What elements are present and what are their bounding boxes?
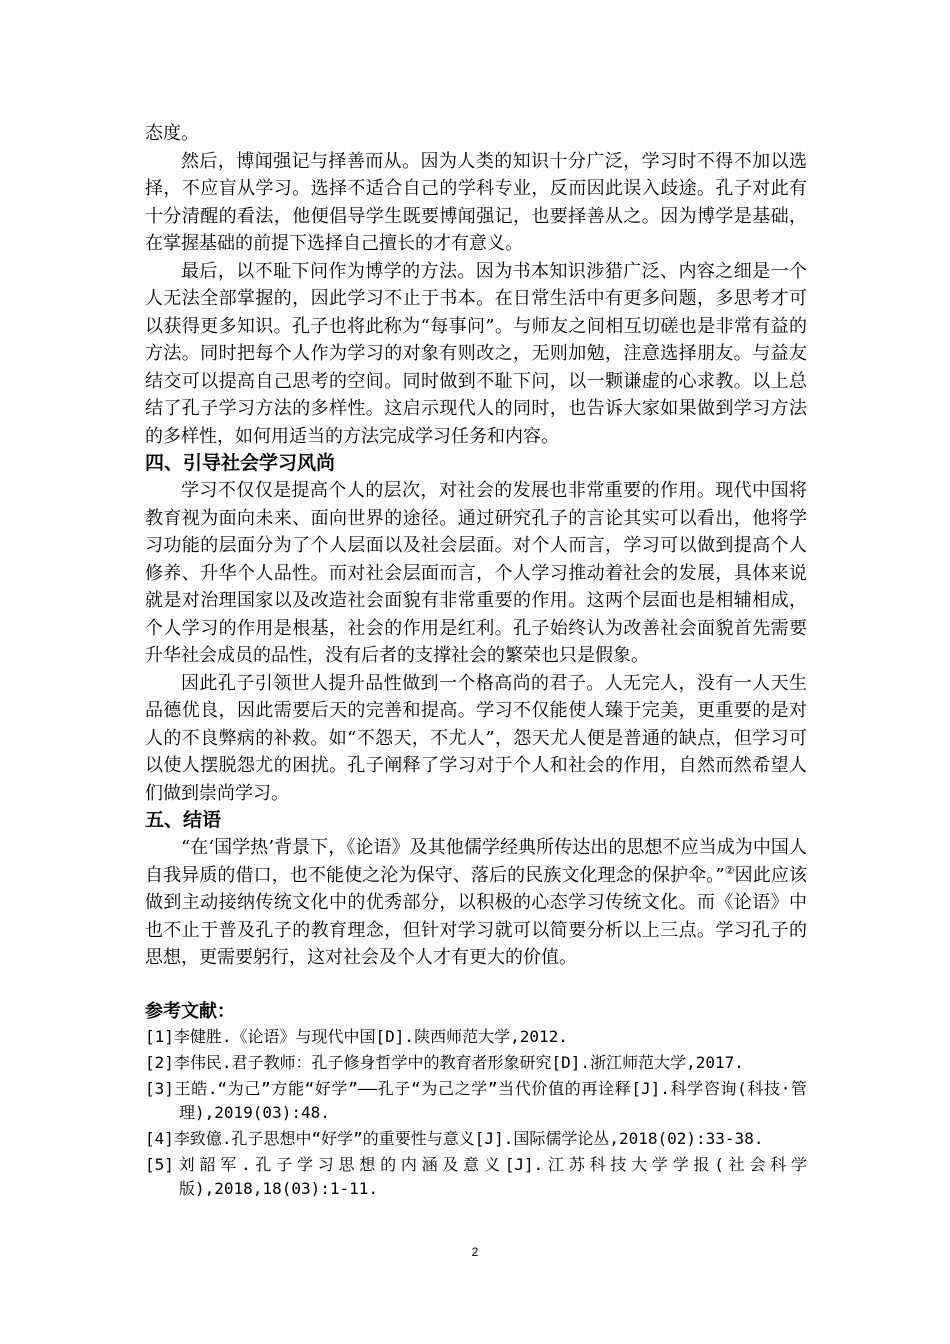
reference-item: [5]刘韶军.孔子学习思想的内涵及意义[J].江苏科技大学学报(社会科学版),2018,18(03):1-11. (145, 1154, 807, 1198)
paragraph-finally: 最后，以不耻下问作为博学的方法。因为书本知识涉猎广泛、内容之细是一个人无法全部掌握的，因此学习不止于书本。在日常生活中有更多问题，多思考才可以获得更多知识。孔子也将此称为“每事问”。与师友之间相互切磋也是非常有益的方法。同时把每个人作为学习的对象有则改之，无则加勉，注意选择朋友。与益友结交可以提高自己思考的空间。同时做到不耻下问，以一颗谦虚的心求教。以上总结了孔子学习方法的多样性。这启示现代人的同时，也告诉大家如果做到学习方法的多样性，如何用适当的方法完成学习任务和内容。 (145, 260, 807, 447)
references-title: 参考文献： (145, 1000, 235, 1022)
section-5-paragraph-1 (145, 834, 807, 972)
section-4-heading: 四、引导社会学习风尚 (145, 452, 336, 474)
section-5-heading: 五、结语 (145, 809, 222, 831)
reference-item: [3]王皓.“为己”方能“好学”——孔子“为己之学”当代价值的再诠释[J].科学咨询(科技·管理),2019(03):48. (145, 1078, 807, 1122)
reference-item: [4]李致億.孔子思想中“好学”的重要性与意义[J].国际儒学论丛,2018(02):33-38. (145, 1128, 764, 1148)
paragraph-intro-tail: 态度。 (145, 123, 199, 144)
conclusion-quote: “在‘国学热’背景下，《论语》及其他儒学经典所传达出的思想不应当成为中国人自我异质的借口，也不能使之沦为保守、落后的民族文化理念的保护伞。” (145, 837, 807, 886)
conclusion-text: 因此应该做到主动接纳传统文化中的优秀部分，以积极的心态学习传统文化。而《论语》中也不止于普及孔子的教育理念，但针对学习就可以简要分析以上三点。学习孔子的思想，更需要躬行，这对社会及个人才有更大的价值。 (145, 864, 807, 968)
page-number: 2 (471, 1245, 479, 1259)
section-4-paragraph-2: 因此孔子引领世人提升品性做到一个格高尚的君子。人无完人，没有一人天生品德优良，因此需要后天的完善和提高。学习不仅能使人臻于完美，更重要的是对人的不良弊病的补救。如“不怨天，不尤人”，怨天尤人便是普通的缺点，但学习可以使人摆脱怨尤的困扰。孔子阐释了学习对于个人和社会的作用，自然而然希望人们做到崇尚学习。 (145, 672, 807, 804)
reference-item: [2]李伟民.君子教师：孔子修身哲学中的教育者形象研究[D].浙江师范大学,2017. (145, 1052, 744, 1072)
page-content (145, 120, 807, 1203)
reference-item: [1]李健胜.《论语》与现代中国[D].陕西师范大学,2012. (145, 1026, 568, 1046)
paragraph-then: 然后，博闻强记与择善而从。因为人类的知识十分广泛，学习时不得不加以选择，不应盲从学习。选择不适合自己的学科专业，反而因此误入歧途。孔子对此有十分清醒的看法，他便倡导学生既要博闻强记，也要择善从之。因为博学是基础，在掌握基础的前提下选择自己擅长的才有意义。 (145, 150, 807, 254)
section-4-paragraph-1: 学习不仅仅是提高个人的层次，对社会的发展也非常重要的作用。现代中国将教育视为面向未来、面向世界的途径。通过研究孔子的言论其实可以看出，他将学习功能的层面分为了个人层面以及社会层面。对个人而言，学习可以做到提高个人修养、升华个人品性。而对社会层面而言，个人学习推动着社会的发展，具体来说就是对治理国家以及改造社会面貌有非常重要的作用。这两个层面也是相辅相成，个人学习的作用是根基，社会的作用是红利。孔子始终认为改善社会面貌首先需要升华社会成员的品性，没有后者的支撑社会的繁荣也只是假象。 (145, 480, 807, 666)
footnote-marker[interactable]: ② (724, 863, 735, 877)
